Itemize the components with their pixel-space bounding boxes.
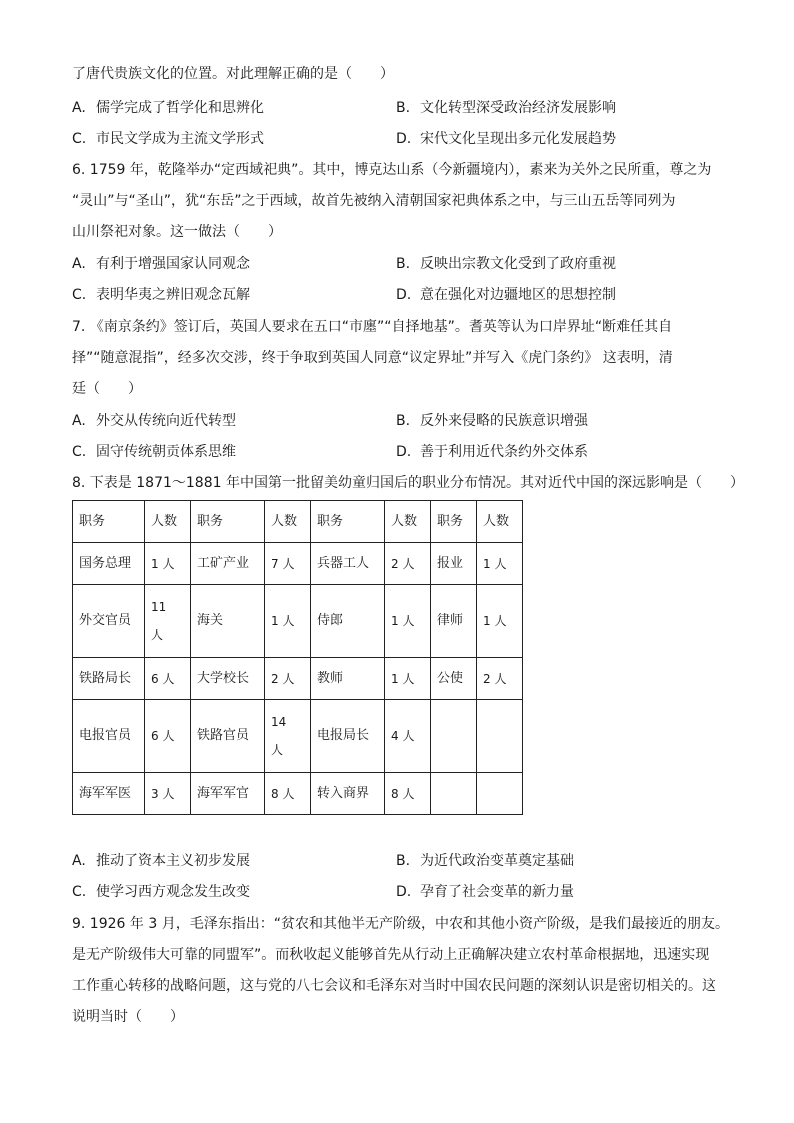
table-row bbox=[73, 658, 523, 700]
table-row bbox=[73, 543, 523, 585]
table-cell-count: 2 人 bbox=[385, 543, 431, 585]
q7-option-b[interactable]: B. 反外来侵略的民族意识增强 bbox=[396, 413, 588, 429]
q6-stem-line: 山川祭祀对象。这一做法（ ） bbox=[72, 224, 282, 240]
q8-option-c[interactable]: C. 使学习西方观念发生改变 bbox=[72, 884, 250, 900]
table-header-cell: 人数 bbox=[385, 501, 431, 543]
q7-stem-line: 7. 《南京条约》签订后，英国人要求在五口“市廛”“自择地基”。耆英等认为口岸界址“断难任其自 bbox=[72, 319, 673, 335]
q6-option-d[interactable]: D. 意在强化对边疆地区的思想控制 bbox=[396, 287, 616, 303]
table-cell-count: 8 人 bbox=[265, 773, 311, 815]
table-header-cell: 职务 bbox=[431, 501, 477, 543]
table-header-cell: 人数 bbox=[477, 501, 523, 543]
table-cell-count: 8 人 bbox=[385, 773, 431, 815]
table-cell-position: 海军军官 bbox=[191, 773, 265, 815]
q6-stem-line: “灵山”与“圣山”，犹“东岳”之于西域，故首先被纳入清朝国家祀典体系之中，与三山五岳等同列为 bbox=[72, 193, 676, 209]
table-cell-position: 铁路局长 bbox=[73, 658, 145, 700]
q6-option-b[interactable]: B. 反映出宗教文化受到了政府重视 bbox=[396, 256, 616, 272]
table-header-cell: 职务 bbox=[311, 501, 385, 543]
table-cell-count: 1 人 bbox=[145, 543, 191, 585]
q5-option-b[interactable]: B. 文化转型深受政治经济发展影响 bbox=[396, 100, 616, 116]
table-cell-position: 外交官员 bbox=[73, 585, 145, 658]
table-cell-count bbox=[477, 773, 523, 815]
table-row bbox=[73, 585, 523, 658]
table-cell-position: 律师 bbox=[431, 585, 477, 658]
table-cell-count: 2 人 bbox=[265, 658, 311, 700]
table-cell-line: 14 bbox=[271, 715, 287, 729]
q9-stem-line: 是无产阶级伟大可靠的同盟军”。而秋收起义能够首先从行动上正确解决建立农村革命根据地，迅速实现 bbox=[72, 947, 710, 963]
table-cell-count: 1 人 bbox=[385, 585, 431, 658]
q5-stem-end: 了唐代贵族文化的位置。对此理解正确的是（ ） bbox=[72, 66, 394, 82]
q7-stem-line: 廷（ ） bbox=[72, 381, 142, 397]
q7-option-c[interactable]: C. 固守传统朝贡体系思维 bbox=[72, 444, 236, 460]
q6-option-a[interactable]: A. 有利于增强国家认同观念 bbox=[72, 256, 250, 272]
table-cell-position: 大学校长 bbox=[191, 658, 265, 700]
q8-option-b[interactable]: B. 为近代政治变革奠定基础 bbox=[396, 853, 574, 869]
table-cell-position: 海军军医 bbox=[73, 773, 145, 815]
table-cell-line: 11 bbox=[151, 600, 167, 614]
table-row bbox=[73, 773, 523, 815]
table-cell-position: 电报局长 bbox=[311, 700, 385, 773]
q8-option-a[interactable]: A. 推动了资本主义初步发展 bbox=[72, 853, 250, 869]
table-cell-count: 1 人 bbox=[385, 658, 431, 700]
table-cell-count bbox=[145, 585, 191, 658]
table-cell-position: 电报官员 bbox=[73, 700, 145, 773]
table-cell-count bbox=[477, 700, 523, 773]
table-cell-position: 报业 bbox=[431, 543, 477, 585]
table-header-cell: 人数 bbox=[265, 501, 311, 543]
q5-option-c[interactable]: C. 市民文学成为主流文学形式 bbox=[72, 131, 264, 147]
table-cell-count: 2 人 bbox=[477, 658, 523, 700]
occupation-table bbox=[72, 500, 523, 815]
table-cell-position: 教师 bbox=[311, 658, 385, 700]
table-cell-position: 转入商界 bbox=[311, 773, 385, 815]
q5-option-a[interactable]: A. 儒学完成了哲学化和思辨化 bbox=[72, 100, 264, 116]
table-cell-position: 工矿产业 bbox=[191, 543, 265, 585]
table-cell-position: 海关 bbox=[191, 585, 265, 658]
table-cell-count bbox=[265, 700, 311, 773]
q7-option-a[interactable]: A. 外交从传统向近代转型 bbox=[72, 413, 236, 429]
q9-stem-line: 工作重心转移的战略问题，这与党的八七会议和毛泽东对当时中国农民问题的深刻认识是密切相关的。这 bbox=[72, 978, 716, 994]
table-cell-position bbox=[431, 700, 477, 773]
table-cell-position: 侍郎 bbox=[311, 585, 385, 658]
q8-option-d[interactable]: D. 孕育了社会变革的新力量 bbox=[396, 884, 574, 900]
table-cell-line: 人 bbox=[271, 743, 284, 757]
table-cell-count: 7 人 bbox=[265, 543, 311, 585]
table-header-cell: 职务 bbox=[73, 501, 145, 543]
q7-option-d[interactable]: D. 善于利用近代条约外交体系 bbox=[396, 444, 588, 460]
table-header-cell: 职务 bbox=[191, 501, 265, 543]
q7-stem-line: 择”“随意混指”，经多次交涉，终于争取到英国人同意“议定界址”并写入《虎门条约》 这表明，清 bbox=[72, 350, 673, 366]
q6-stem-line: 6. 1759 年，乾隆举办“定西域祀典”。其中，博克达山系（今新疆境内），素来为关外之民所重，尊之为 bbox=[72, 162, 712, 178]
table-cell-position: 铁路官员 bbox=[191, 700, 265, 773]
table-cell-count: 3 人 bbox=[145, 773, 191, 815]
table-cell-count: 1 人 bbox=[477, 585, 523, 658]
table-header-cell: 人数 bbox=[145, 501, 191, 543]
q9-stem-line: 9. 1926 年 3 月，毛泽东指出：“贫农和其他半无产阶级，中农和其他小资产阶级，是我们最接近的朋友。 bbox=[72, 916, 729, 932]
table-cell-line: 人 bbox=[151, 628, 164, 642]
table-cell-count: 1 人 bbox=[477, 543, 523, 585]
q9-stem-line: 说明当时（ ） bbox=[72, 1009, 184, 1025]
table-cell-count: 6 人 bbox=[145, 700, 191, 773]
table-cell-position: 兵器工人 bbox=[311, 543, 385, 585]
table-cell-position: 公使 bbox=[431, 658, 477, 700]
table-cell-count: 4 人 bbox=[385, 700, 431, 773]
table-row bbox=[73, 700, 523, 773]
table-cell-position bbox=[431, 773, 477, 815]
table-cell-position: 国务总理 bbox=[73, 543, 145, 585]
q6-option-c[interactable]: C. 表明华夷之辨旧观念瓦解 bbox=[72, 287, 250, 303]
q5-option-d[interactable]: D. 宋代文化呈现出多元化发展趋势 bbox=[396, 131, 616, 147]
table-header-row bbox=[73, 501, 523, 543]
table-cell-count: 1 人 bbox=[265, 585, 311, 658]
table-cell-count: 6 人 bbox=[145, 658, 191, 700]
q8-stem-line: 8. 下表是 1871～1881 年中国第一批留美幼童归国后的职业分布情况。其对近代中国的深远影响是（ ） bbox=[72, 475, 744, 491]
